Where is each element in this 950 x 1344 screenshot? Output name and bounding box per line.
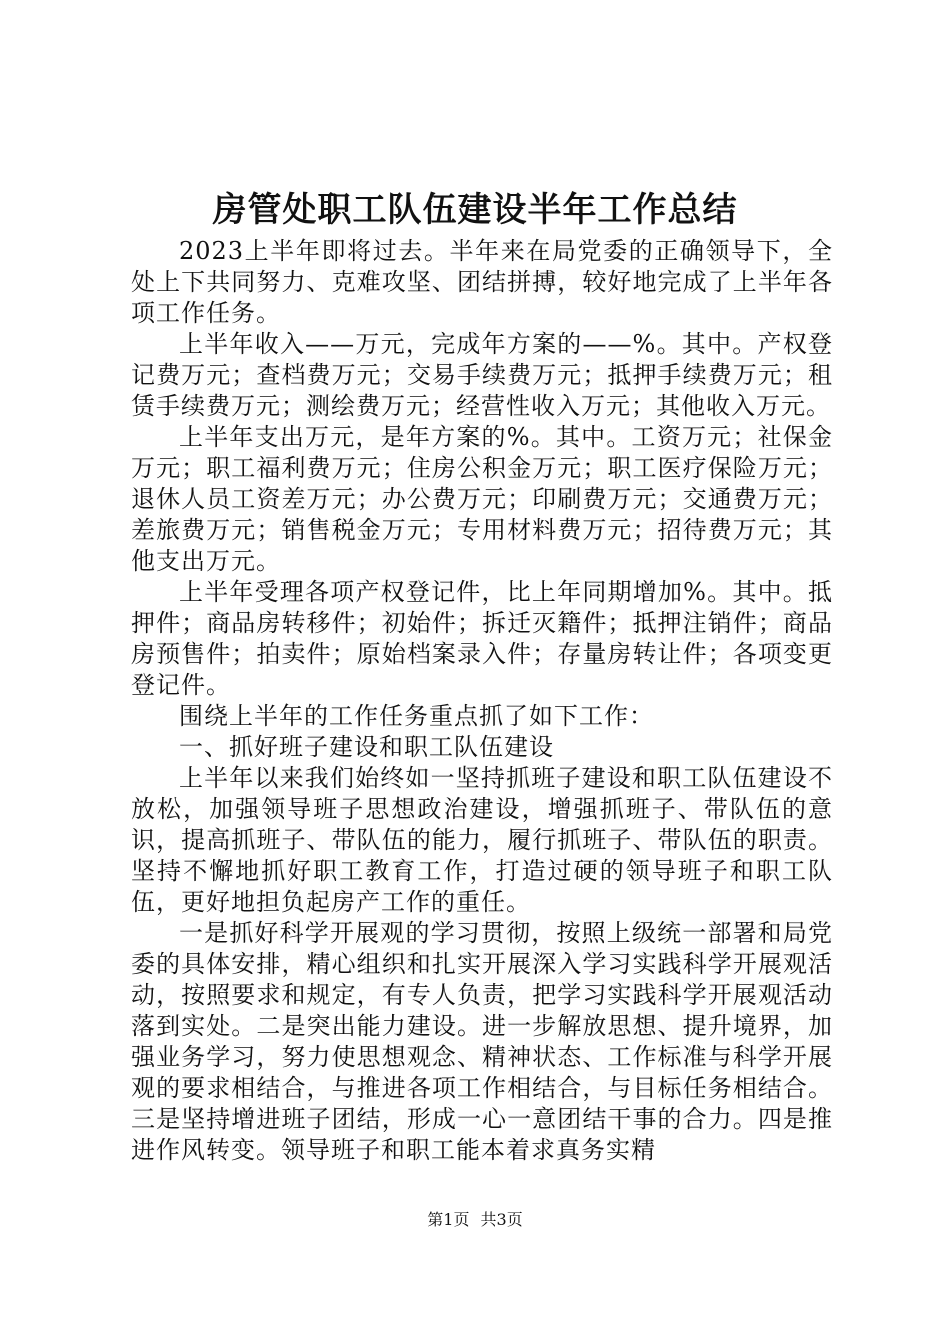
page-footer <box>0 1208 950 1232</box>
section-heading-1: 一、抓好班子建设和职工队伍建设 <box>179 733 554 761</box>
document-body <box>131 236 833 1166</box>
paragraph-measures: 一是抓好科学开展观的学习贯彻，按照上级统一部署和局党委的具体安排，精心组织和扎实开展深入学习实践科学开展观活动，按照要求和规定，有专人负责，把学习实践科学开展观活动落到实处。二是突出能力建设。进一步解放思想、提升境界，加强业务学习，努力使思想观念、精神状态、工作标准与科学开展观的要求相结合，与推进各项工作相结合，与目标任务相结合。三是坚持增进班子团结，形成一心一意团结干事的合力。四是推进作风转变。领导班子和职工能本着求真务实精 <box>131 919 833 1164</box>
page-number: 第1页 <box>427 1210 470 1229</box>
paragraph-intro: 2023上半年即将过去。半年来在局党委的正确领导下，全处上下共同努力、克难攻坚、团结拼搏，较好地完成了上半年各项工作任务。 <box>131 237 833 327</box>
paragraph-work-intro: 围绕上半年的工作任务重点抓了如下工作： <box>179 702 654 730</box>
page-total: 共3页 <box>480 1210 523 1229</box>
document-title: 房管处职工队伍建设半年工作总结 <box>212 190 738 230</box>
paragraph-income: 上半年收入——万元，完成年方案的——%。其中。产权登记费万元；查档费万元；交易手续费万元；抵押手续费万元；租赁手续费万元；测绘费万元；经营性收入万元；其他收入万元。 <box>131 330 833 420</box>
paragraph-registrations: 上半年受理各项产权登记件，比上年同期增加%。其中。抵押件；商品房转移件；初始件；拆迁灭籍件；抵押注销件；商品房预售件；拍卖件；原始档案录入件；存量房转让件；各项变更登记件。 <box>131 578 833 699</box>
paragraph-expenditure: 上半年支出万元，是年方案的%。其中。工资万元；社保金万元；职工福利费万元；住房公积金万元；职工医疗保险万元；退休人员工资差万元；办公费万元；印刷费万元；交通费万元；差旅费万元；销售税金万元；专用材料费万元；招待费万元；其他支出万元。 <box>131 423 833 575</box>
paragraph-team-building: 上半年以来我们始终如一坚持抓班子建设和职工队伍建设不放松，加强领导班子思想政治建设，增强抓班子、带队伍的意识，提高抓班子、带队伍的能力，履行抓班子、带队伍的职责。坚持不懈地抓好职工教育工作，打造过硬的领导班子和职工队伍，更好地担负起房产工作的重任。 <box>131 764 833 916</box>
